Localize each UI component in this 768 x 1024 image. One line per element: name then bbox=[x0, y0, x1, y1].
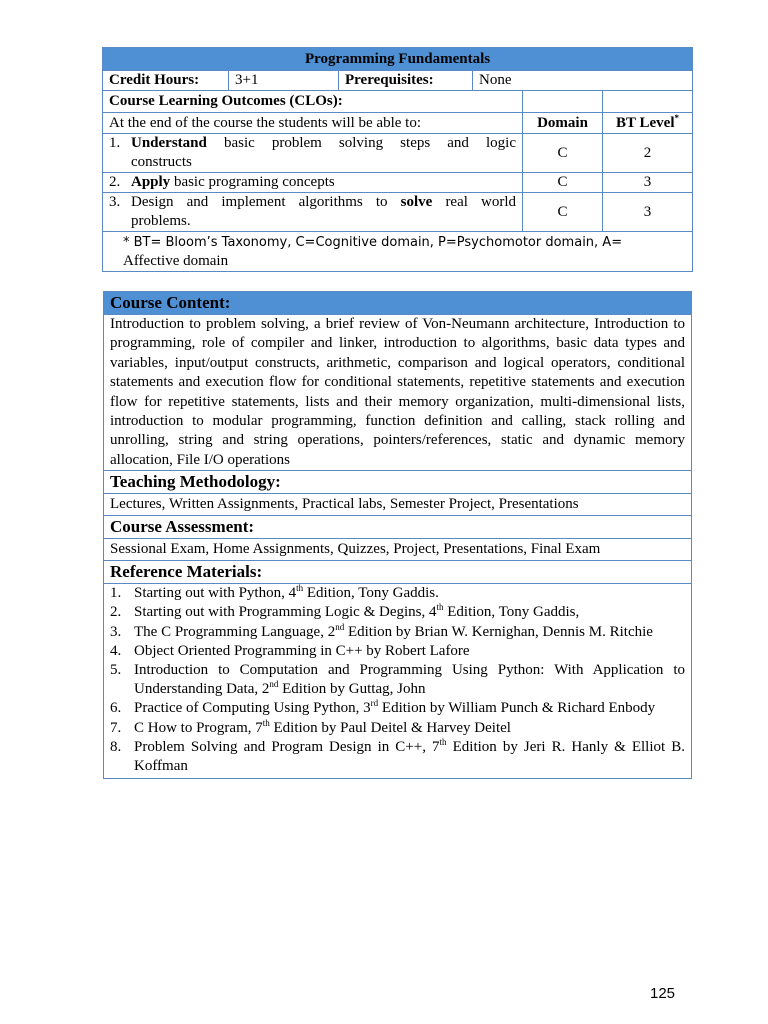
clo-heading-blank-1 bbox=[523, 91, 603, 113]
bt-level-header: BT Level* bbox=[603, 113, 693, 134]
course-info-table bbox=[102, 47, 693, 272]
clo-row-1: 1. Understand basic problem solving steps and logic constructs bbox=[103, 134, 523, 173]
reference-list bbox=[110, 584, 685, 776]
reference-materials-heading: Reference Materials: bbox=[104, 561, 692, 584]
course-details-table bbox=[103, 291, 692, 779]
list-item: 6. Practice of Computing Using Python, 3rd Edition by William Punch & Richard Enbody bbox=[110, 698, 656, 717]
clo-3-bt: 3 bbox=[603, 193, 693, 232]
credit-hours-value: 3+1 bbox=[229, 71, 339, 91]
list-item: 4. Object Oriented Programming in C++ by Robert Lafore bbox=[110, 642, 470, 659]
list-item: 3. The C Programming Language, 2nd Edition by Brian W. Kernighan, Dennis M. Ritchie bbox=[110, 621, 653, 640]
clo-heading: Course Learning Outcomes (CLOs): bbox=[103, 91, 523, 113]
list-item: 5. Introduction to Computation and Programming Using Python: With Application to Understanding Data, 2nd Edition by Guttag, John bbox=[110, 662, 685, 698]
course-assessment-heading: Course Assessment: bbox=[104, 516, 692, 539]
clo-2-bt: 3 bbox=[603, 173, 693, 193]
clo-intro: At the end of the course the students will be able to: bbox=[103, 113, 523, 134]
reference-list-cell bbox=[104, 584, 692, 779]
credit-hours-label: Credit Hours: bbox=[103, 71, 229, 91]
course-content-heading: Course Content: bbox=[104, 292, 692, 315]
clo-1-domain: C bbox=[523, 134, 603, 173]
clo-3-domain: C bbox=[523, 193, 603, 232]
list-item: 7. C How to Program, 7th Edition by Paul Deitel & Harvey Deitel bbox=[110, 717, 511, 736]
clo-1-bt: 2 bbox=[603, 134, 693, 173]
clo-2-domain: C bbox=[523, 173, 603, 193]
course-content-text: Introduction to problem solving, a brief review of Von-Neumann architecture, Introduction to programming, role of compiler and linker, introduction to algorithms, basic data types and variables, input/output constructs, arithmetic, comparison and logical operators, conditional statements and execution flow for conditional statements, repetitive statements and execution flow for repetitive statements, lists and their memory organization, multi-dimensional lists, introduction to modular programming, function definition and calling, stack rolling and unrolling, string and string operations, pointers/references, static and dynamic memory allocation, File I/O operations bbox=[104, 315, 692, 471]
clo-row-3: 3. Design and implement algorithms to solve real world problems. bbox=[103, 193, 523, 232]
list-item: 1. Starting out with Python, 4th Edition, Tony Gaddis. bbox=[110, 583, 439, 602]
teaching-methodology-heading: Teaching Methodology: bbox=[104, 471, 692, 494]
list-item: 8. Problem Solving and Program Design in C++, 7th Edition by Jeri R. Hanly & Elliot B. Koffman bbox=[110, 736, 685, 775]
page-number: 125 bbox=[650, 985, 676, 1002]
domain-header: Domain bbox=[523, 113, 603, 134]
course-title: Programming Fundamentals bbox=[103, 48, 693, 71]
clo-heading-blank-2 bbox=[603, 91, 693, 113]
bt-footnote: * BT= Bloom’s Taxonomy, C=Cognitive domain, P=Psychomotor domain, A= Affective domain bbox=[103, 232, 693, 272]
course-assessment-text: Sessional Exam, Home Assignments, Quizzes, Project, Presentations, Final Exam bbox=[104, 539, 692, 561]
prerequisites-value: None bbox=[473, 71, 693, 91]
prerequisites-label: Prerequisites: bbox=[339, 71, 473, 91]
clo-row-2: 2. Apply basic programing concepts bbox=[103, 173, 523, 193]
list-item: 2. Starting out with Programming Logic & Degins, 4th Edition, Tony Gaddis, bbox=[110, 602, 580, 621]
teaching-methodology-text: Lectures, Written Assignments, Practical labs, Semester Project, Presentations bbox=[104, 494, 692, 516]
